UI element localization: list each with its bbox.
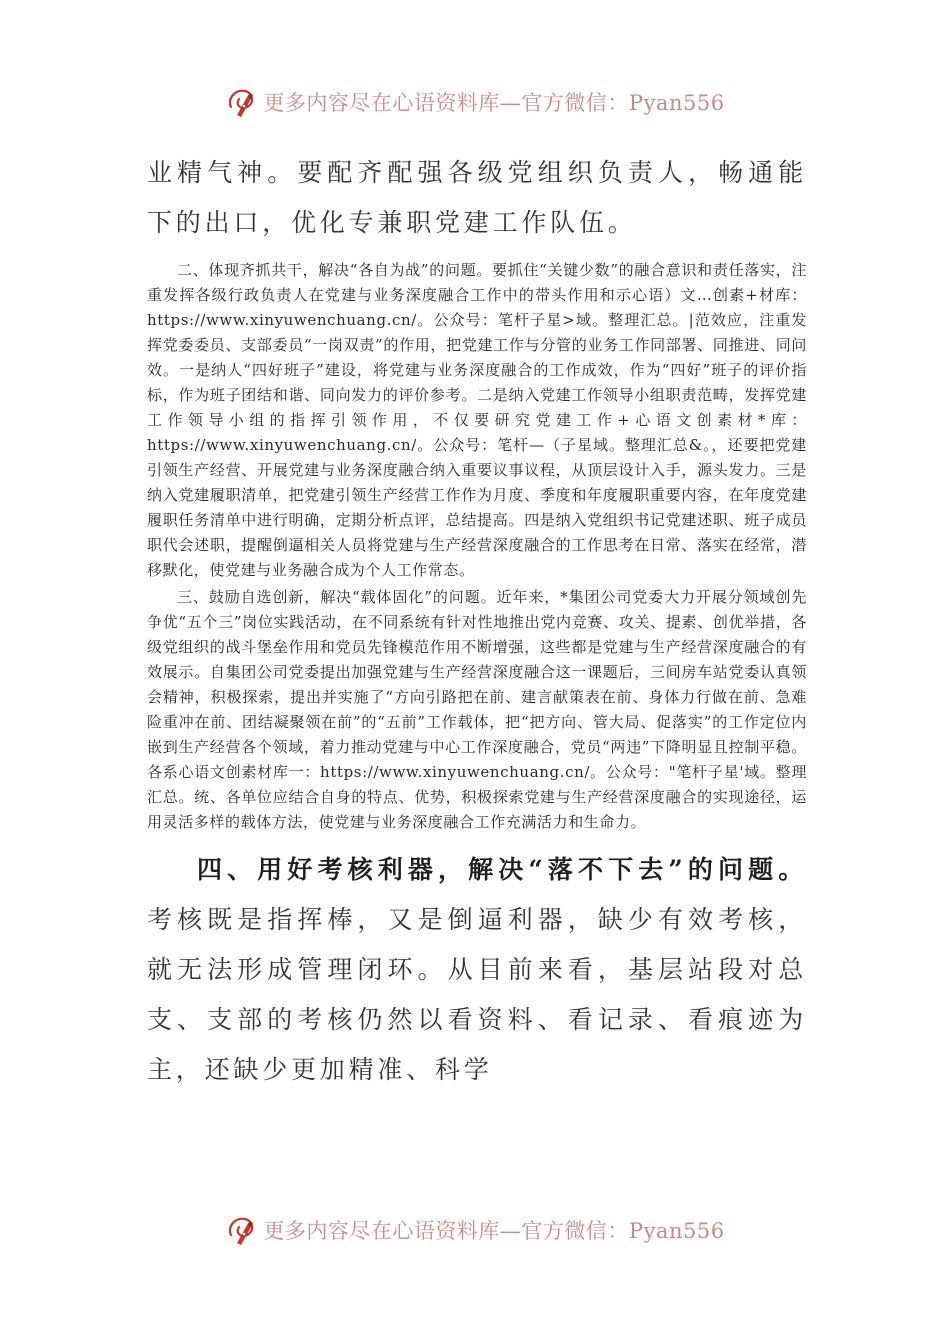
pen-nib-swirl-icon [225,85,259,119]
header-banner [0,82,950,122]
paragraph-continuation: 业精气神。要配齐配强各级党组织负责人，畅通能下的出口，优化专兼职党建工作队伍。 [147,158,807,237]
paragraph-section-three: 三、鼓励自选创新，解决“载体固化”的问题。近年来，*集团公司党委大力开展分领域创先争优“五个三”岗位实践活动，在不同系统有针对性地推出党内竞赛、攻关、提素、创优举措，各级党组织的战斗堡垒作用和党员先锋模范作用不断增强，这些都是党建与生产经营深度融合的有效展示。自集团公司党委提出加强党建与生产经营深度融合这一课题后，三间房车站党委认真领会精神，积极探索，提出并实施了“方向引路把在前、建言献策表在前、身体力行做在前、急难险重冲在前、团结凝聚领在前”的“五前”工作载体，把“把方向、管大局、促落实”的工作定位内嵌到生产经营各个领域，着力推动党建与中心工作深度融合，党员“两违”下降明显且控制平稳。各系心语文创素材库一：https://www.xinyuwenchuang.cn/。公众号："笔杆子星'域。整理汇总。统、各单位应结合自身的特点、优势，积极探索党建与生产经营深度融合的实现途径，运用灵活多样的载体方法，使党建与业务深度融合工作充满活力和生命力。 [147,588,807,831]
section-four-body: 考核既是指挥棒，又是倒逼利器，缺少有效考核，就无法形成管理闭环。从目前来看，基层站段对总支、支部的考核仍然以看资料、看记录、看痕迹为主，还缺少更加精准、科学 [147,905,807,1084]
paragraph-section-four [147,845,807,1095]
pen-nib-swirl-icon [225,1213,259,1247]
footer-banner-text: 更多内容尽在心语资料库—官方微信：Pyan556 [263,1219,725,1243]
paragraph-section-two: 二、体现齐抓共干，解决“各自为战”的问题。要抓住“关键少数”的融合意识和责任落实，注重发挥各级行政负责人在党建与业务深度融合工作中的带头作用和示心语）文…创素+材库：https://www.xinyuwenchuang.cn/。公众号：笔杆子星>域。整理汇总。|范效应，注重发挥党委委员、支部委员“一岗双责”的作用，把党建工作与分管的业务工作同部署、同推进、同问效。一是纳人“四好班子”建设，将党建与业务深度融合的工作成效，作为“四好”班子的评价指标，作为班子团结和谐、同向发力的评价参考。二是纳入党建工作领导小组职责范畴，发挥党建工作领导小组的指挥引领作用，不仅要研究党建工作+心语文创素材*库：https://www.xinyuwenchuang.cn/。公众号：笔杆—（子星域。整理汇总&。，还要把党建引领生产经营、开展党建与业务深度融合纳入重要议事议程，从顶层设计入手，源头发力。三是纳入党建履职清单，把党建引领生产经营工作作为月度、季度和年度履职重要内容，在年度党建履职任务清单中进行明确，定期分析点评，总结提高。四是纳入党组织书记党建述职、班子成员职代会述职，提醒倒逼相关人员将党建与生产经营深度融合的工作思考在日常、落实在经常，潜移默化，使党建与业务融合成为个人工作常态。 [147,261,807,579]
document-body [147,148,807,1095]
section-four-heading: 四、用好考核利器，解决“落不下去”的问题。 [197,855,807,884]
footer-banner [0,1210,950,1250]
header-banner-text: 更多内容尽在心语资料库—官方微信：Pyan556 [263,91,725,115]
